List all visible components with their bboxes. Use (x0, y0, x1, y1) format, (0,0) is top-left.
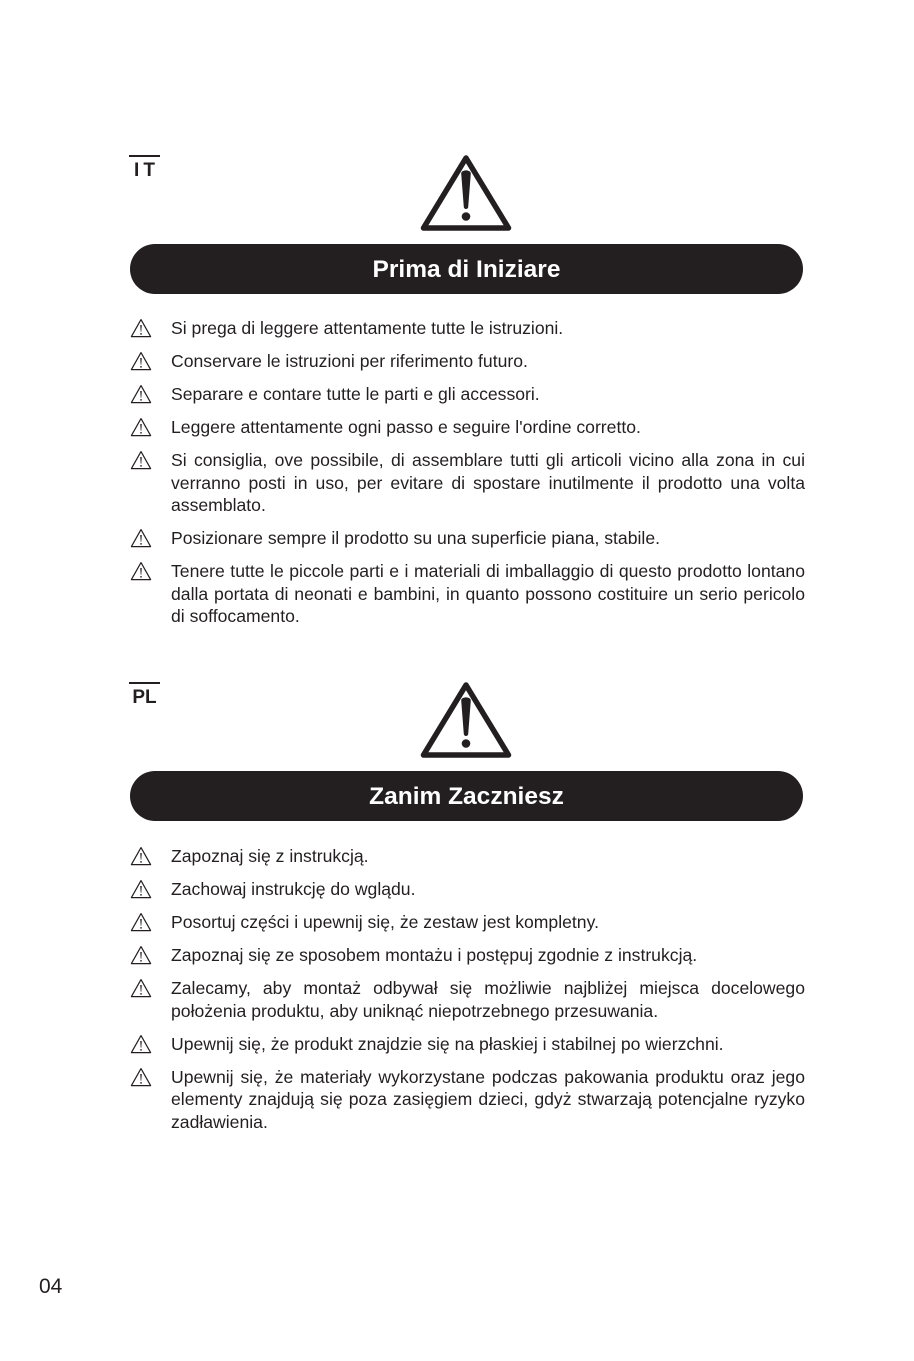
section-title-pl: Zanim Zaczniesz (369, 783, 564, 810)
warning-triangle-icon (130, 527, 171, 550)
warning-list-item (130, 416, 805, 439)
warning-list-item (130, 560, 805, 628)
section-title-banner-it (130, 244, 803, 294)
warning-triangle-icon (420, 681, 512, 759)
warning-item-text (171, 1066, 805, 1134)
warning-list-item (130, 1066, 805, 1134)
warning-item-text (171, 845, 805, 868)
warning-triangle-icon (130, 1066, 171, 1089)
text-line: położenia produktu, aby uniknąć niepotrzebnego przesuwania. (171, 1000, 659, 1021)
text-line: zadławienia. (171, 1111, 268, 1132)
text-line: di soffocamento. (171, 606, 300, 626)
section-title-it: Prima di Iniziare (372, 256, 561, 283)
warning-list-item (130, 977, 805, 1022)
text-line: Conservare le istruzioni per riferimento futuro. (171, 351, 528, 371)
text-line: Zapoznaj się z instrukcją. (171, 846, 369, 866)
text-line: Si prega di leggere attentamente tutte le istruzioni. (171, 318, 564, 338)
warning-triangle-icon (130, 977, 171, 1000)
warning-list-item (130, 944, 805, 967)
text-line: Zachowaj instrukcję do wglądu. (171, 879, 416, 899)
warning-list-item (130, 350, 805, 373)
text-line: Tenere tutte le piccole parti e i materiali di imballaggio di questo prodotto lontano (171, 561, 805, 581)
text-line: elementy znajdują się poza zasięgiem dzieci, gdyż stwarzają potencjalne ryzyko (171, 1089, 805, 1109)
text-line: verranno posti in uso, per evitare di spostare inutilmente il prodotto una volta (171, 472, 805, 493)
warning-list-item (130, 527, 805, 550)
warning-list-item (130, 911, 805, 934)
text-line: Zalecamy, aby montaż odbywał się możliwie najbliżej miejsca docelowego (171, 978, 805, 998)
warning-list-item (130, 878, 805, 901)
warning-item-text (171, 527, 805, 550)
warning-triangle-icon (130, 449, 171, 472)
section-title-banner-pl (130, 771, 803, 821)
language-label-it: IT (129, 155, 160, 182)
warning-item-text (171, 944, 805, 967)
text-line: Leggere attentamente ogni passo e seguire l'ordine corretto. (171, 417, 641, 437)
warning-item-text (171, 977, 805, 1022)
text-line: Zapoznaj się ze sposobem montażu i postępuj zgodnie z instrukcją. (171, 945, 698, 965)
text-line: Posortuj części i upewnij się, że zestaw jest kompletny. (171, 912, 599, 932)
warning-triangle-icon (130, 560, 171, 583)
warning-triangle-icon (130, 1033, 171, 1056)
text-line: Upewnij się, że materiały wykorzystane podczas pakowania produktu oraz jego (171, 1066, 805, 1087)
text-line: assemblato. (171, 495, 266, 515)
warning-triangle-icon (130, 878, 171, 901)
warning-item-text (171, 911, 805, 934)
warning-list-item (130, 383, 805, 406)
warning-list-item (130, 449, 805, 517)
text-line: Upewnij się, że produkt znajdzie się na płaskiej i stabilnej po wierzchni. (171, 1033, 724, 1054)
text-line: Separare e contare tutte le parti e gli accessori. (171, 384, 540, 404)
warning-triangle-icon (130, 317, 171, 340)
warning-item-text (171, 560, 805, 628)
warning-item-text (171, 416, 805, 439)
warning-list-it (130, 317, 805, 638)
text-line: Posizionare sempre il prodotto su una superficie piana, stabile. (171, 528, 660, 548)
page-number: 04 (39, 1275, 63, 1298)
warning-item-text (171, 383, 805, 406)
warning-triangle-icon (130, 383, 171, 406)
warning-list-item (130, 845, 805, 868)
warning-item-text (171, 317, 805, 340)
warning-item-text (171, 449, 805, 517)
warning-list-item (130, 317, 805, 340)
warning-item-text (171, 1033, 805, 1056)
warning-triangle-icon (130, 350, 171, 373)
warning-triangle-icon (130, 845, 171, 868)
warning-triangle-icon (130, 944, 171, 967)
language-label-pl: PL (129, 682, 160, 709)
warning-triangle-icon (130, 416, 171, 439)
warning-list-item (130, 1033, 805, 1056)
warning-item-text (171, 350, 805, 373)
warning-triangle-icon (420, 154, 512, 232)
text-line: dalla portata di neonati e bambini, in quanto possono costituire un serio pericolo (171, 583, 805, 604)
warning-list-pl (130, 845, 805, 1144)
warning-item-text (171, 878, 805, 901)
text-line: Si consiglia, ove possibile, di assemblare tutti gli articoli vicino alla zona in cui (171, 450, 805, 470)
warning-triangle-icon (130, 911, 171, 934)
